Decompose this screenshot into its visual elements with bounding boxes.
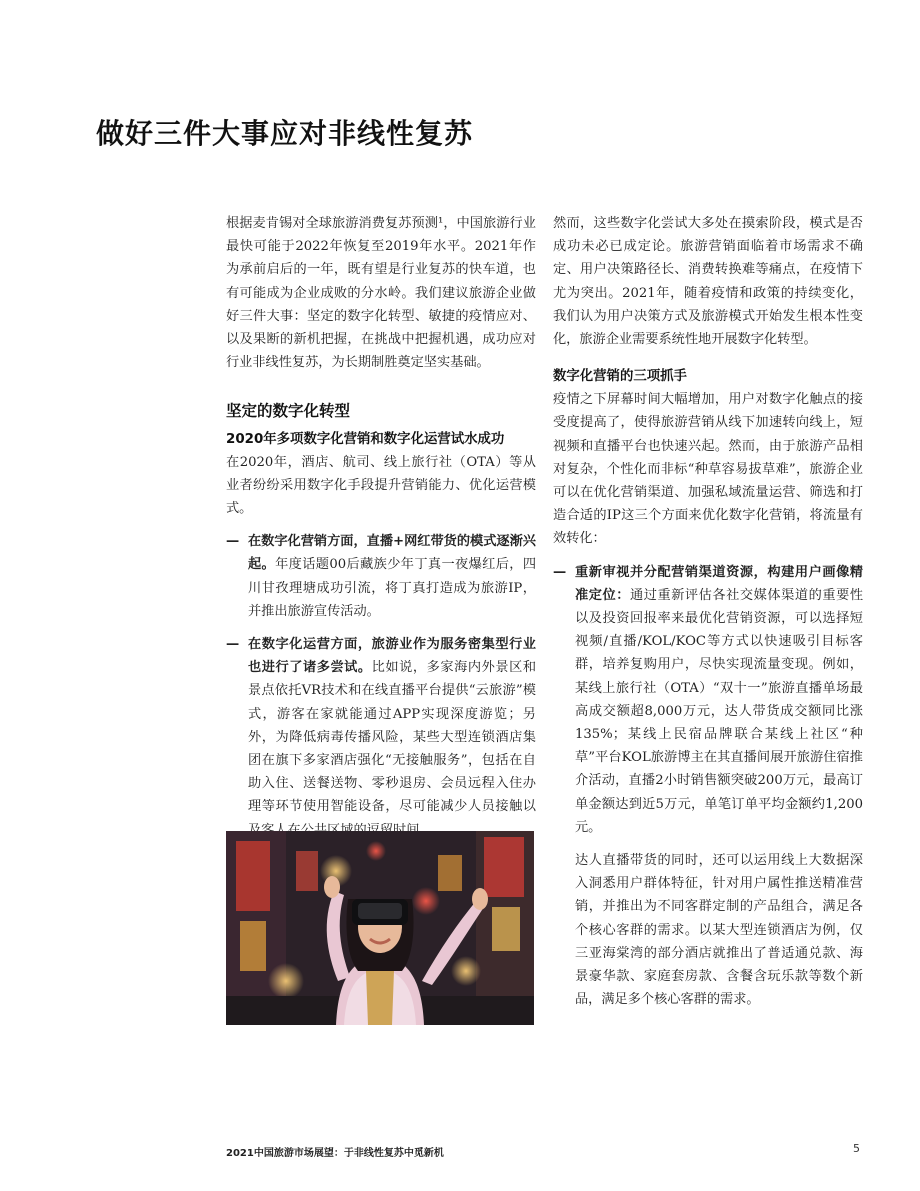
bullet-text: 通过重新评估各社交媒体渠道的重要性以及投资回报率来最优化营销资源，可以选择短视频/直播/KOL/KOC等方式以快速吸引目标客群，培养复购用户，尽快实现流量变现。例如，某线上旅行社（OTA）“双十一”旅游直播单场最高成交额超8,000万元，达人带货成交额同比涨135%；某线上民宿品牌联合某线上社区“种草”平台KOL旅游博主在其直播间展开旅游住宿推介活动，直播2小时销售额突破200万元，最高订单金额达到近5万元，单笔订单平均金额约1,200元。	[575, 587, 864, 835]
page-title: 做好三件大事应对非线性复苏	[96, 117, 474, 150]
intro-paragraph: 根据麦肯锡对全球旅游消费复苏预测¹，中国旅游行业最快可能于2022年恢复至2019年水平。2021年作为承前启后的一年，既有望是行业复苏的快车道，也有可能成为企业成败的分水岭。我们建议旅游企业做好三件大事：坚定的数字化转型、敏捷的疫情应对、以及果断的新机把握，在挑战中把握机遇，成功应对行业非线性复苏，为长期制胜奠定坚实基础。	[226, 216, 536, 371]
left-column	[226, 212, 536, 842]
bullet-dash: —	[226, 534, 240, 550]
intro-paragraph: 然而，这些数字化尝试大多处在摸索阶段，模式是否成功未必已成定论。旅游营销面临着市场需求不确定、用户决策路径长、消费转换难等痛点，在疫情下尤为突出。2021年，随着疫情和政策的持续变化，我们认为用户决策方式及旅游模式开始发生根本性变化，旅游企业需要系统性地开展数字化转型。	[553, 216, 863, 348]
bullet-bold-lead: 在数字化营销方面，直播+网红带货的模式逐渐兴起。	[248, 534, 536, 573]
bullet-channel-resources	[553, 561, 863, 839]
bullet-text: 比如说，多家海内外景区和景点依托VR技术和在线直播平台提供“云旅游”模式，游客在家就能通过APP实现深度游览；另外，为降低病毒传播风险，某些大型连锁酒店集团在旗下多家酒店强化“无接触服务”，包括在自助入住、送餐送物、零秒退房、会员远程入住办理等环节使用智能设备，尽可能减少人员接触以	[248, 660, 537, 815]
sub-paragraph: 在2020年，酒店、航司、线上旅行社（OTA）等从业者纷纷采用数字化手段提升营销能力、优化运营模式。	[226, 454, 536, 517]
section-heading-digital-transformation: 坚定的数字化转型	[226, 402, 351, 421]
sub-heading-three-levers: 数字化营销的三项抓手	[553, 369, 687, 385]
page-footer: 2021中国旅游市场展望：于非线性复苏中觅新机	[226, 1148, 444, 1159]
follow-paragraph: 达人直播带货的同时，还可以运用线上大数据深入洞悉用户群体特征，针对用户属性推送精准营销，并推出为不同客群定制的产品组合，满足各个核心客群的需求。以某大型连锁酒店为例，仅三亚海棠湾的部分酒店就推出了普适通兑款、海景豪华款、家庭套房款、含餐含玩乐款等数个新品，满足多个核心客群的需求。	[575, 853, 863, 1008]
bullet-dash: —	[553, 564, 567, 580]
right-column	[553, 212, 863, 1012]
bullet-dash: —	[226, 637, 240, 653]
bullet-text: 年度话题00后藏族少年丁真一夜爆红后，四川甘孜理塘成功引流，将丁真打造成为旅游IP，并推出旅游宣传活动。	[248, 557, 537, 619]
sub-heading-2020: 2020年多项数字化营销和数字化运营试水成功	[226, 431, 505, 447]
sub-paragraph: 疫情之下屏幕时间大幅增加，用户对数字化触点的接受度提高了，使得旅游营销从线下加速转向线上，短视频和直播平台也快速兴起。然而，由于旅游产品相对复杂，个性化而非标“种草容易拔草难”，旅游企业可以在优化营销渠道、加强私域流量运营、筛选和打造合适的IP这三个方面来优化数字化营销，将流量有效转化：	[553, 392, 863, 547]
bullet-digital-marketing	[226, 530, 536, 623]
vr-city-photo-illustration	[226, 831, 534, 1025]
bullet-bold-lead: 重新审视并分配营销渠道资源，构建用户画像精准定位：	[575, 564, 863, 603]
page-number: 5	[853, 1142, 860, 1155]
vr-city-photo	[226, 831, 534, 1025]
bullet-digital-operations	[226, 633, 536, 842]
bullet-bold-lead: 在数字化运营方面，旅游业作为服务密集型行业也进行了诸多尝试。	[248, 637, 536, 676]
